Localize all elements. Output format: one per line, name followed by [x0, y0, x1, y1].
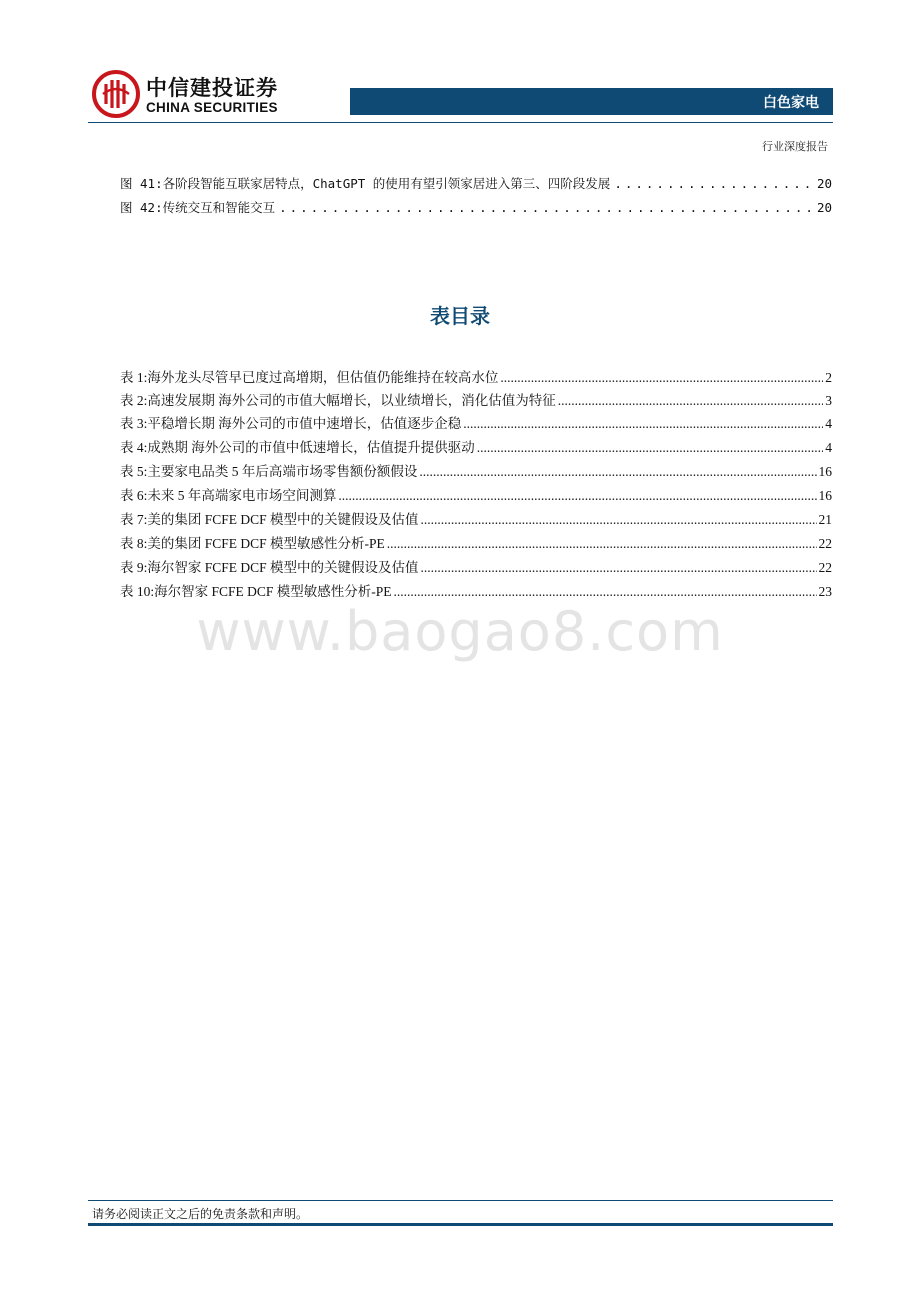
table-toc-page: 23: [818, 584, 832, 599]
figure-toc-label: 图 41:各阶段智能互联家居特点，ChatGPT 的使用有望引领家居进入第三、四阶段发展: [120, 176, 611, 191]
table-toc-item[interactable]: [120, 389, 832, 409]
china-securities-logo: [92, 70, 140, 118]
footer-bar: [88, 1223, 833, 1226]
table-toc-page: 16: [818, 488, 832, 503]
category-bar: [350, 88, 833, 115]
report-type: 行业深度报告: [762, 140, 828, 153]
brand-name-cn: 中信建投证券: [146, 76, 278, 100]
table-toc-page: 21: [818, 512, 832, 527]
dot-leader: [558, 393, 824, 409]
watermark: www.baogao8.com: [196, 600, 724, 663]
table-toc-page: 3: [825, 393, 832, 408]
category-label: 白色家电: [763, 95, 819, 111]
table-toc-item[interactable]: [120, 508, 832, 528]
dot-leader: [279, 200, 813, 215]
dot-leader: [394, 584, 817, 600]
table-toc-page: 4: [825, 440, 832, 455]
figure-toc-page: 20: [816, 176, 832, 191]
table-toc-page: 4: [825, 416, 832, 431]
table-toc-label: 表 4:成熟期 海外公司的市值中低速增长，估值提升提供驱动: [120, 440, 475, 455]
table-toc-page: 2: [825, 370, 832, 385]
table-toc-page: 22: [818, 536, 832, 551]
dot-leader: [463, 416, 823, 432]
dot-leader: [338, 488, 816, 504]
table-toc-page: 22: [818, 560, 832, 575]
table-toc-item[interactable]: [120, 412, 832, 432]
dot-leader: [477, 440, 824, 456]
dot-leader: [387, 536, 817, 552]
footer-divider: [88, 1200, 833, 1201]
table-toc-label: 表 9:海尔智家 FCFE DCF 模型中的关键假设及估值: [120, 560, 419, 575]
table-toc-item[interactable]: [120, 532, 832, 552]
table-toc-label: 表 2:高速发展期 海外公司的市值大幅增长，以业绩增长，消化估值为特征: [120, 393, 556, 408]
figure-toc-item[interactable]: [120, 174, 832, 192]
table-toc-label: 表 7:美的集团 FCFE DCF 模型中的关键假设及估值: [120, 512, 419, 527]
footer-disclaimer: 请务必阅读正文之后的免责条款和声明。: [92, 1207, 309, 1221]
figure-toc-item[interactable]: [120, 198, 832, 216]
dot-leader: [419, 464, 816, 480]
dot-leader: [500, 370, 823, 386]
table-toc-label: 表 10:海尔智家 FCFE DCF 模型敏感性分析-PE: [120, 584, 392, 599]
table-toc-item[interactable]: [120, 556, 832, 576]
table-toc-label: 表 5:主要家电品类 5 年后高端市场零售额份额假设: [120, 464, 418, 479]
figure-toc-label: 图 42:传统交互和智能交互: [120, 200, 276, 215]
table-toc-label: 表 3:平稳增长期 海外公司的市值中速增长，估值逐步企稳: [120, 416, 462, 431]
figure-toc-page: 20: [816, 200, 832, 215]
table-toc-page: 16: [818, 464, 832, 479]
dot-leader: [614, 176, 813, 191]
table-toc-item[interactable]: [120, 366, 832, 386]
table-toc-item[interactable]: [120, 460, 832, 480]
table-toc-item[interactable]: [120, 580, 832, 600]
page-header: [0, 0, 920, 160]
dot-leader: [421, 560, 817, 576]
dot-leader: [421, 512, 817, 528]
header-divider: [88, 122, 833, 123]
table-toc-label: 表 6:未来 5 年高端家电市场空间测算: [120, 488, 337, 503]
table-toc-label: 表 8:美的集团 FCFE DCF 模型敏感性分析-PE: [120, 536, 385, 551]
table-toc-item[interactable]: [120, 484, 832, 504]
brand-name-en: CHINA SECURITIES: [146, 100, 278, 115]
table-toc-title: 表目录: [430, 304, 490, 328]
table-toc-item[interactable]: [120, 436, 832, 456]
table-toc-label: 表 1:海外龙头尽管早已度过高增期，但估值仍能维持在较高水位: [120, 370, 499, 385]
